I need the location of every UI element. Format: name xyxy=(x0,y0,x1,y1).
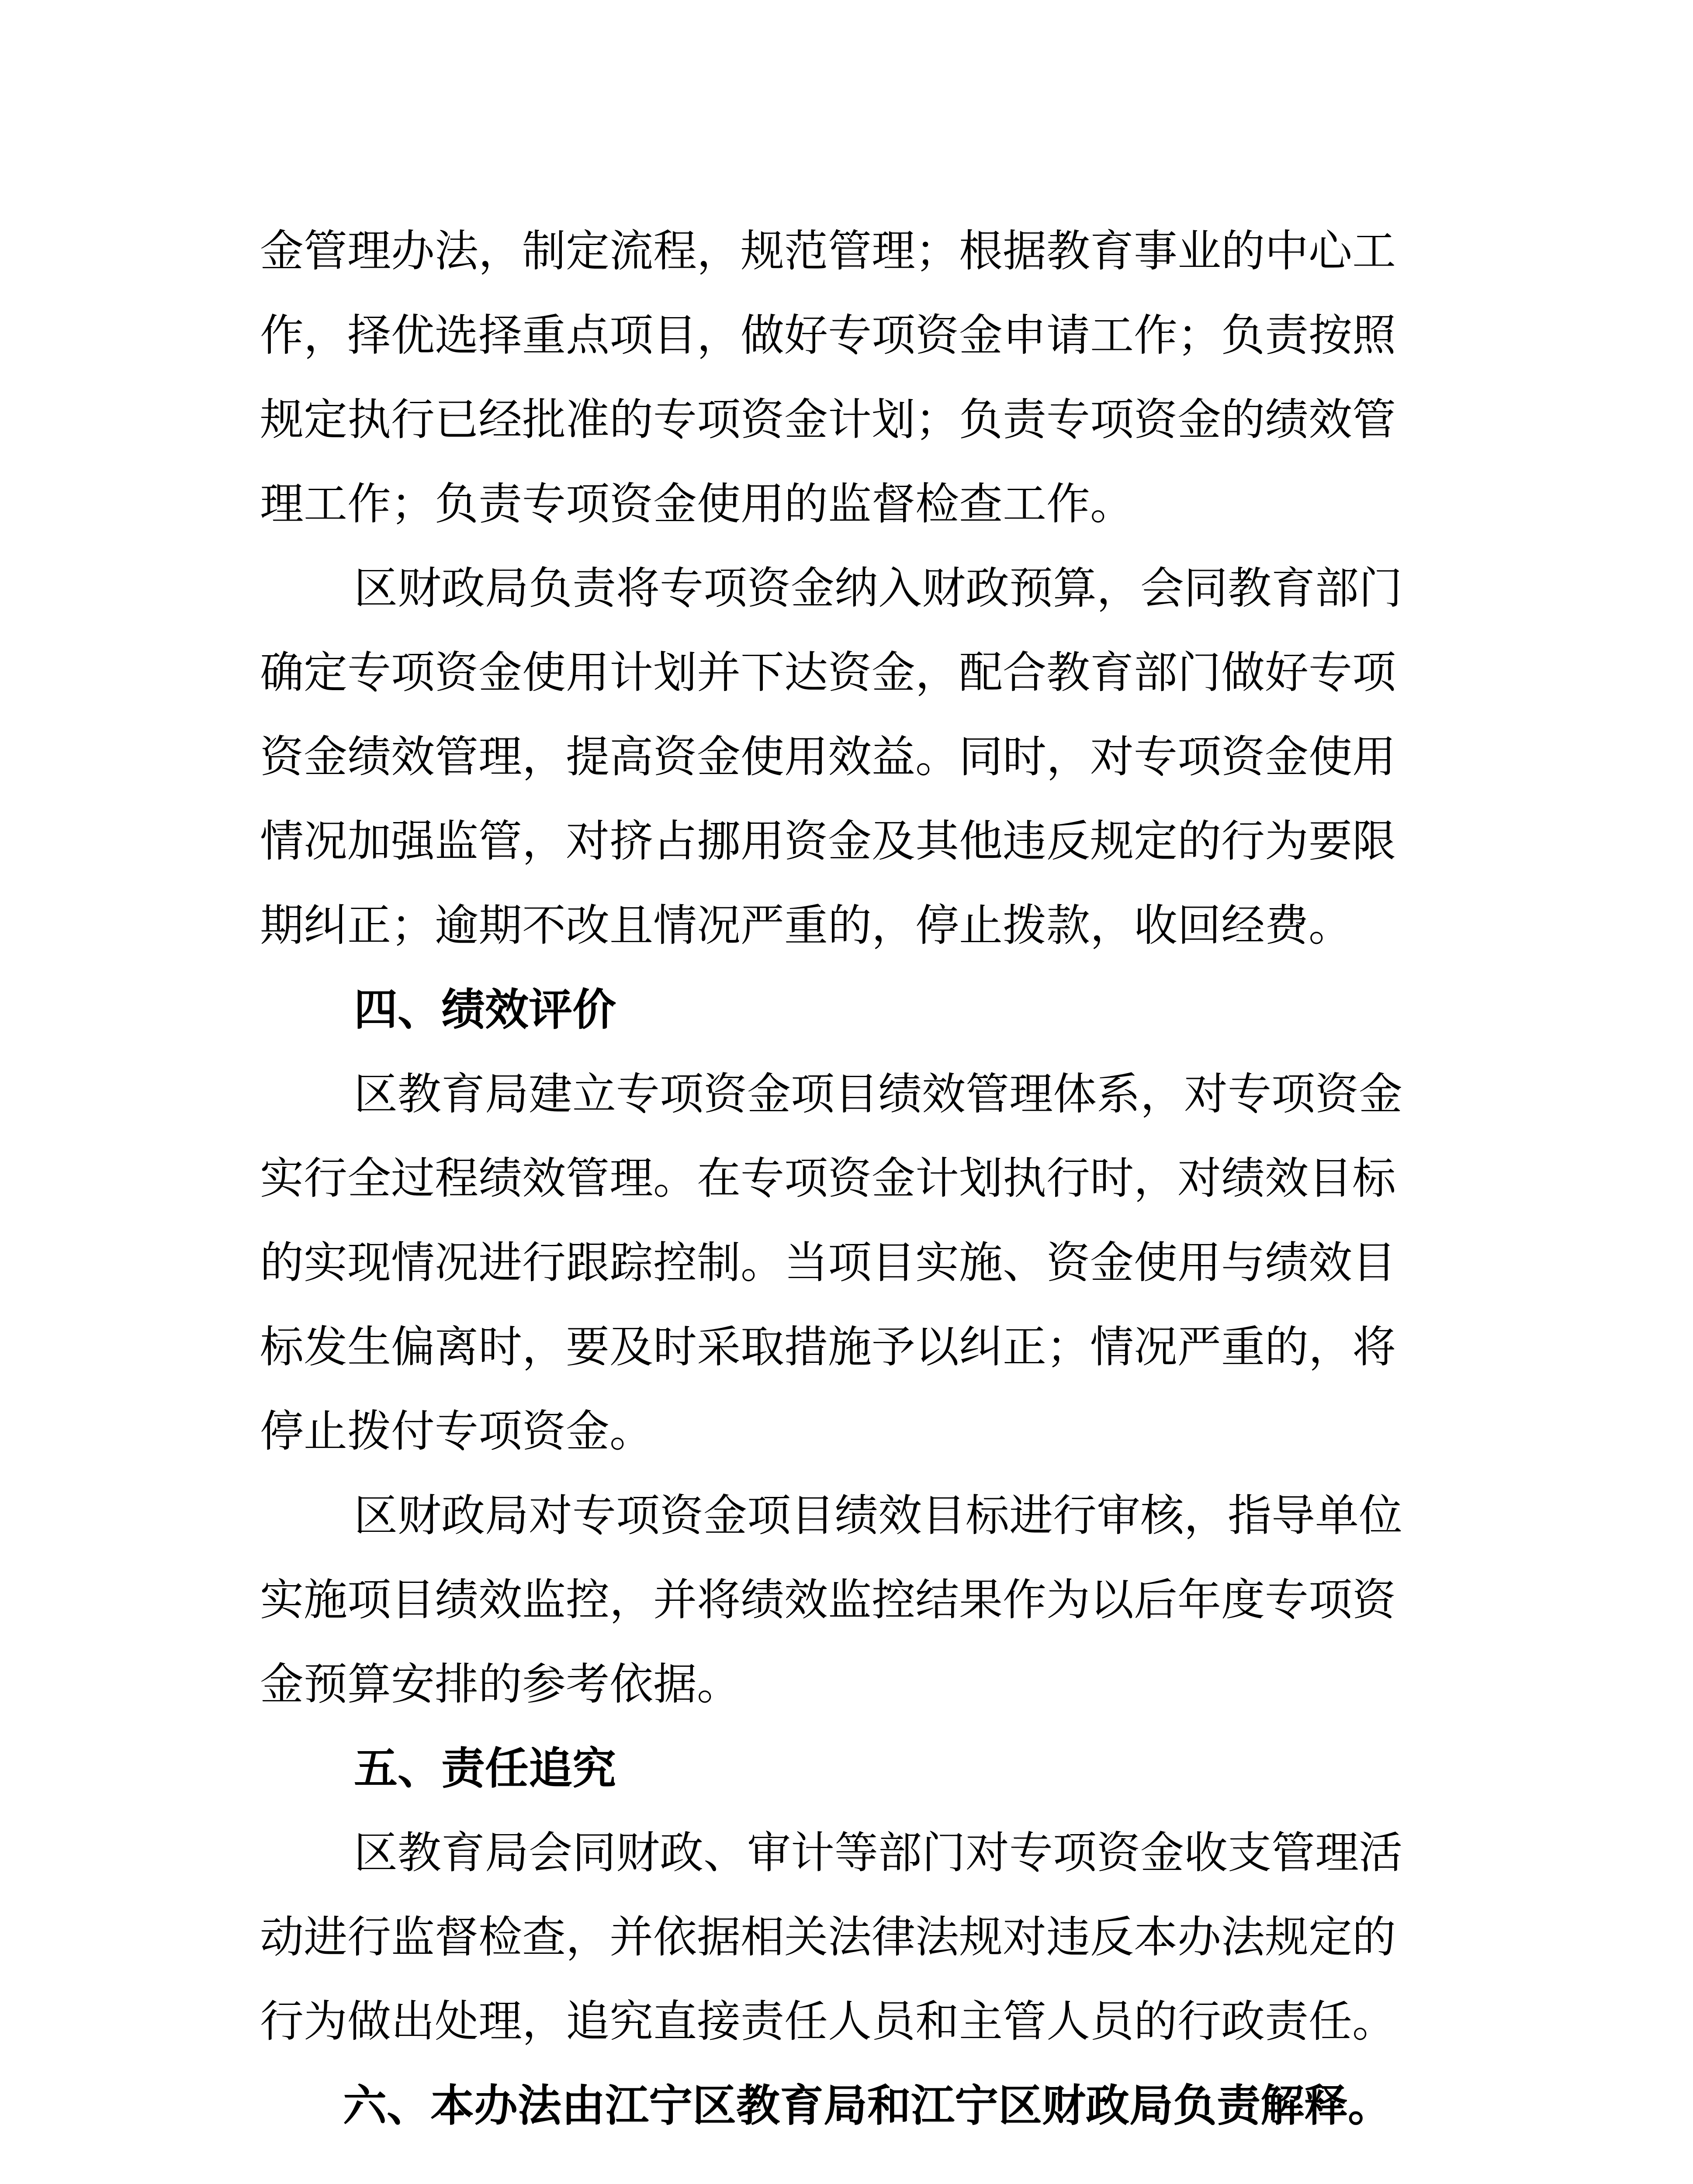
text-line: 区教育局会同财政、审计等部门对专项资金收支管理活 xyxy=(354,1827,1402,1878)
paragraph-performance-review xyxy=(260,1473,1453,1726)
paragraph-performance-system xyxy=(260,1052,1453,1473)
text-line: 金预算安排的参考依据。 xyxy=(260,1659,741,1710)
text-line: 情况加强监管，对挤占挪用资金及其他违反规定的行为要限 xyxy=(260,816,1396,867)
text-line: 规定执行已经批准的专项资金计划；负责专项资金的绩效管 xyxy=(260,394,1396,445)
text-line: 作，择优选择重点项目，做好专项资金申请工作；负责按照 xyxy=(260,310,1396,361)
text-line: 确定专项资金使用计划并下达资金，配合教育部门做好专项 xyxy=(260,647,1396,698)
text-line: 的实现情况进行跟踪控制。当项目实施、资金使用与绩效目 xyxy=(260,1237,1396,1288)
paragraph-finance-bureau-duties xyxy=(260,546,1453,968)
paragraph-continuation xyxy=(260,209,1453,546)
paragraph-accountability xyxy=(260,1811,1453,2063)
text-line: 区财政局负责将专项资金纳入财政预算，会同教育部门 xyxy=(354,563,1402,614)
text-line: 动进行监督检查，并依据相关法律法规对违反本办法规定的 xyxy=(260,1911,1396,1963)
section-heading-accountability: 五、责任追究 xyxy=(354,1743,616,1794)
text-line: 区教育局建立专项资金项目绩效管理体系，对专项资金 xyxy=(354,1068,1402,1120)
text-line: 金管理办法，制定流程，规范管理；根据教育事业的中心工 xyxy=(260,225,1396,276)
text-line: 区财政局对专项资金项目绩效目标进行审核，指导单位 xyxy=(354,1490,1402,1541)
text-line: 行为做出处理，追究直接责任人员和主管人员的行政责任。 xyxy=(260,1996,1396,2047)
text-line: 停止拨付专项资金。 xyxy=(260,1406,653,1457)
document-body xyxy=(260,209,1453,2148)
text-line: 期纠正；逾期不改且情况严重的，停止拨款，收回经费。 xyxy=(260,900,1352,951)
section-heading-performance-evaluation: 四、绩效评价 xyxy=(354,984,616,1035)
text-line: 实行全过程绩效管理。在专项资金计划执行时，对绩效目标 xyxy=(260,1153,1396,1204)
text-line: 理工作；负责专项资金使用的监督检查工作。 xyxy=(260,478,1134,529)
section-heading-interpretation: 六、本办法由江宁区教育局和江宁区财政局负责解释。 xyxy=(343,2080,1392,2131)
text-line: 资金绩效管理，提高资金使用效益。同时，对专项资金使用 xyxy=(260,731,1396,782)
text-line: 标发生偏离时，要及时采取措施予以纠正；情况严重的，将 xyxy=(260,1321,1396,1372)
text-line: 实施项目绩效监控，并将绩效监控结果作为以后年度专项资 xyxy=(260,1574,1396,1625)
